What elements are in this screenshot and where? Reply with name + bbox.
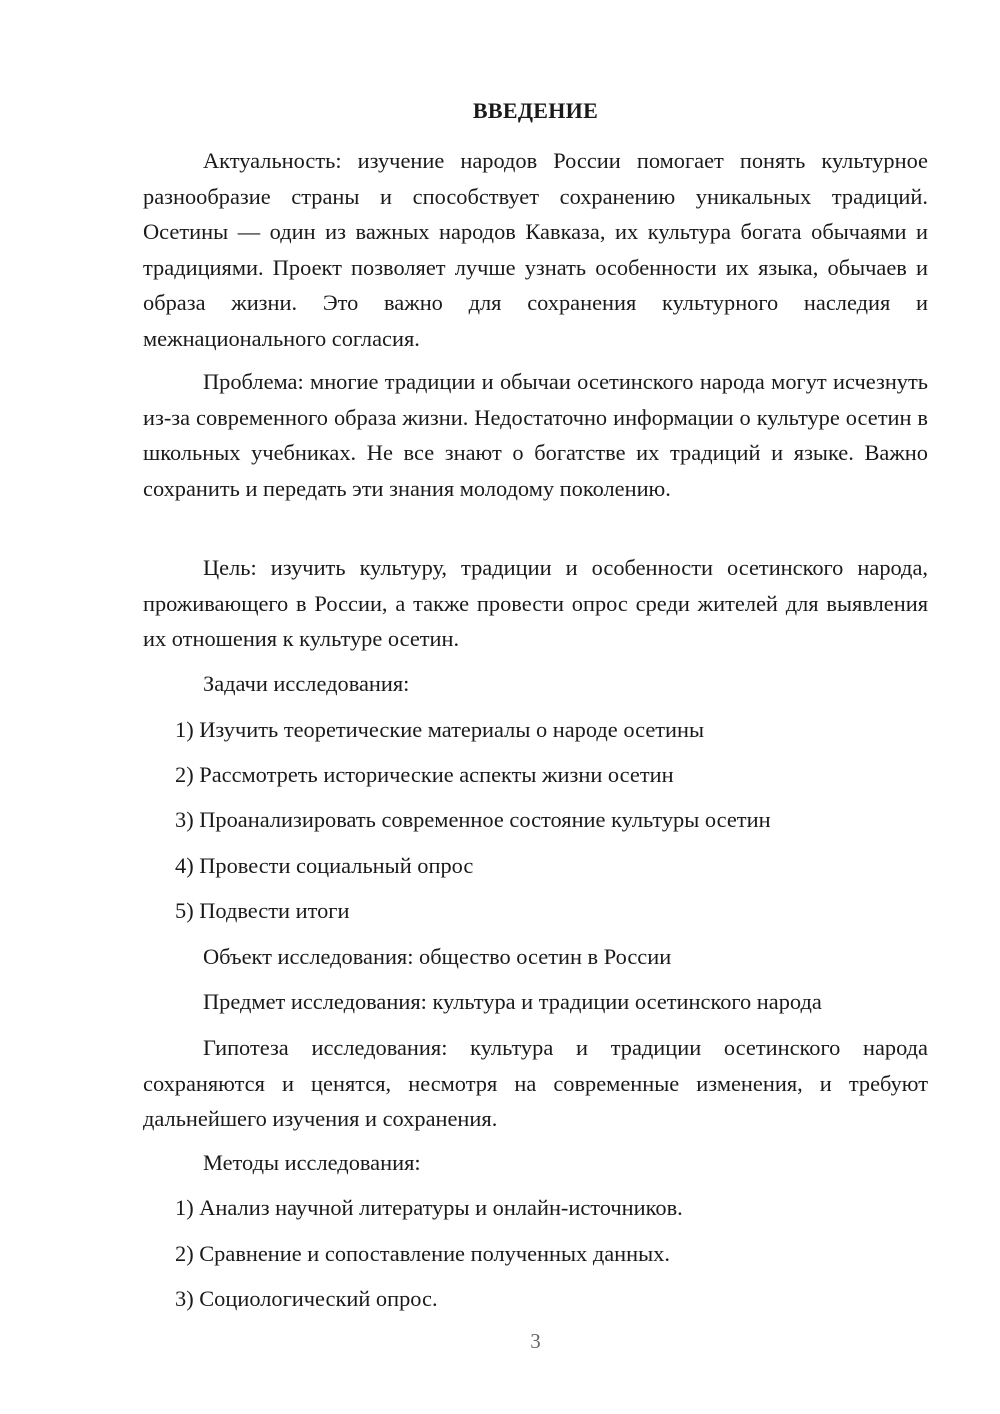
method-item: 1) Анализ научной литературы и онлайн-источников. [175, 1195, 683, 1220]
method-item: 2) Сравнение и сопоставление полученных данных. [175, 1241, 670, 1266]
hypothesis-paragraph: Гипотеза исследования: культура и традиции осетинского народа сохраняются и ценятся, несмотря на современные изменения, и требуют дальнейшего изучения и сохранения. [143, 1035, 928, 1131]
task-item: 5) Подвести итоги [175, 898, 350, 923]
problem-paragraph: Проблема: многие традиции и обычаи осетинского народа могут исчезнуть из-за современного образа жизни. Недостаточно информации о культуре осетин в школьных учебниках. Не все знают о богатстве их традиций и языке. Важно сохранить и передать эти знания молодому поколению. [143, 369, 928, 501]
methods-heading: Методы исследования: [203, 1150, 421, 1175]
research-object: Объект исследования: общество осетин в России [203, 944, 672, 969]
relevance-paragraph: Актуальность: изучение народов России помогает понять культурное разнообразие страны и способствует сохранению уникальных традиций. Осетины — один из важных народов Кавказа, их культура богата обычаями и традициями. Проект позволяет лучше узнать особенности их языка, обычаев и образа жизни. Это важно для сохранения культурного наследия и межнационального согласия. [143, 148, 928, 351]
task-item: 3) Проанализировать современное состояние культуры осетин [175, 807, 771, 832]
research-subject: Предмет исследования: культура и традиции осетинского народа [203, 989, 822, 1014]
page-title: ВВЕДЕНИЕ [472, 98, 599, 123]
task-item: 2) Рассмотреть исторические аспекты жизни осетин [175, 762, 674, 787]
page-number: 3 [530, 1329, 541, 1353]
method-item: 3) Социологический опрос. [175, 1286, 438, 1311]
goal-paragraph: Цель: изучить культуру, традиции и особенности осетинского народа, проживающего в России, а также провести опрос среди жителей для выявления их отношения к культуре осетин. [143, 555, 928, 651]
task-item: 1) Изучить теоретические материалы о народе осетины [175, 717, 705, 742]
task-item: 4) Провести социальный опрос [175, 853, 474, 878]
tasks-heading: Задачи исследования: [203, 671, 410, 696]
